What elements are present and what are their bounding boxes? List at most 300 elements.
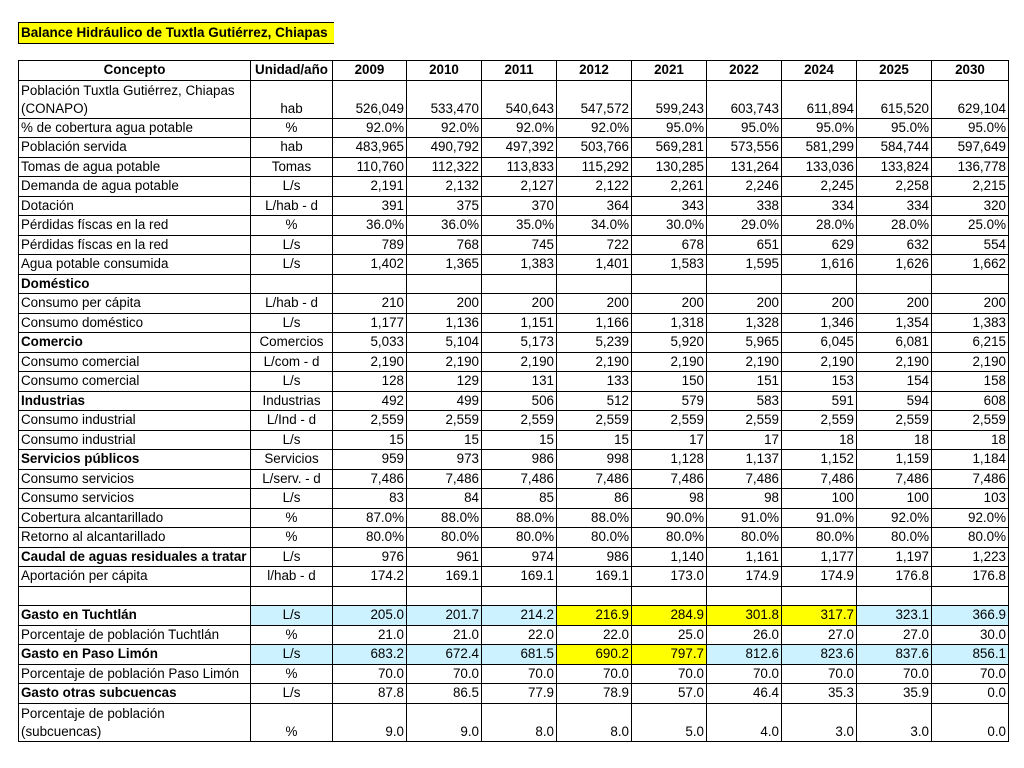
cell-value: 391	[333, 196, 407, 216]
cell-value: 115,292	[557, 157, 632, 177]
row-unit	[251, 274, 333, 294]
header-year: 2021	[632, 61, 707, 81]
cell-value: 986	[557, 547, 632, 567]
header-year: 2011	[482, 61, 557, 81]
row-label: Caudal de aguas residuales a tratar	[19, 547, 251, 567]
cell-value: 28.0%	[782, 216, 857, 236]
cell-value: 22.0	[557, 625, 632, 645]
cell-value: 5,033	[333, 333, 407, 353]
cell-value: 823.6	[782, 645, 857, 665]
cell-value: 540,643	[482, 80, 557, 118]
cell-value: 70.0	[407, 664, 482, 684]
cell-value: 317.7	[782, 606, 857, 626]
cell-value: 334	[857, 196, 932, 216]
cell-value	[707, 274, 782, 294]
cell-value: 133	[557, 372, 632, 392]
cell-value	[557, 586, 632, 606]
cell-value	[482, 586, 557, 606]
cell-value: 364	[557, 196, 632, 216]
row-label: Retorno al alcantarillado	[19, 528, 251, 548]
cell-value: 133,824	[857, 157, 932, 177]
cell-value: 2,190	[782, 352, 857, 372]
table-row	[19, 333, 1009, 353]
cell-value: 1,401	[557, 255, 632, 275]
row-label: Porcentaje de población Paso Limón	[19, 664, 251, 684]
cell-value: 100	[782, 489, 857, 509]
cell-value: 70.0	[482, 664, 557, 684]
header-year: 2022	[707, 61, 782, 81]
table-row	[19, 255, 1009, 275]
cell-value: 1,177	[333, 313, 407, 333]
row-unit: Industrias	[251, 391, 333, 411]
row-unit: L/s	[251, 372, 333, 392]
cell-value: 70.0	[857, 664, 932, 684]
cell-value: 80.0%	[482, 528, 557, 548]
cell-value: 17	[632, 430, 707, 450]
row-unit: %	[251, 508, 333, 528]
cell-value: 92.0%	[932, 508, 1009, 528]
cell-value: 18	[782, 430, 857, 450]
cell-value: 683.2	[333, 645, 407, 665]
cell-value: 2,190	[857, 352, 932, 372]
cell-value: 153	[782, 372, 857, 392]
row-label: Consumo per cápita	[19, 294, 251, 314]
cell-value: 91.0%	[707, 508, 782, 528]
row-label: Gasto en Tuchtlán	[19, 606, 251, 626]
cell-value: 21.0	[407, 625, 482, 645]
cell-value: 36.0%	[333, 216, 407, 236]
row-unit	[251, 586, 333, 606]
cell-value: 343	[632, 196, 707, 216]
row-label: Consumo doméstico	[19, 313, 251, 333]
row-label: Población servida	[19, 138, 251, 158]
cell-value: 499	[407, 391, 482, 411]
cell-value: 334	[782, 196, 857, 216]
cell-value: 46.4	[707, 684, 782, 704]
cell-value: 90.0%	[632, 508, 707, 528]
cell-value: 2,559	[707, 411, 782, 431]
cell-value: 200	[707, 294, 782, 314]
row-unit: L/s	[251, 547, 333, 567]
cell-value: 492	[333, 391, 407, 411]
cell-value: 2,258	[857, 177, 932, 197]
cell-value: 154	[857, 372, 932, 392]
cell-value: 0.0	[932, 703, 1009, 741]
cell-value	[707, 586, 782, 606]
table-row	[19, 235, 1009, 255]
cell-value: 651	[707, 235, 782, 255]
cell-value: 1,161	[707, 547, 782, 567]
cell-value: 323.1	[857, 606, 932, 626]
cell-value: 2,261	[632, 177, 707, 197]
header-year: 2024	[782, 61, 857, 81]
cell-value: 176.8	[857, 567, 932, 587]
cell-value: 70.0	[632, 664, 707, 684]
cell-value: 21.0	[333, 625, 407, 645]
cell-value: 4.0	[707, 703, 782, 741]
row-label: Gasto en Paso Limón	[19, 645, 251, 665]
row-unit: L/s	[251, 313, 333, 333]
cell-value: 92.0%	[482, 118, 557, 138]
cell-value: 1,140	[632, 547, 707, 567]
cell-value: 200	[857, 294, 932, 314]
cell-value: 483,965	[333, 138, 407, 158]
cell-value: 200	[932, 294, 1009, 314]
cell-value: 92.0%	[407, 118, 482, 138]
cell-value: 80.0%	[932, 528, 1009, 548]
cell-value: 320	[932, 196, 1009, 216]
cell-value: 200	[407, 294, 482, 314]
row-unit: L/s	[251, 430, 333, 450]
header-year: 2009	[333, 61, 407, 81]
cell-value: 1,197	[857, 547, 932, 567]
table-row	[19, 469, 1009, 489]
cell-value: 174.2	[333, 567, 407, 587]
cell-value: 5,965	[707, 333, 782, 353]
cell-value	[333, 274, 407, 294]
row-unit: L/s	[251, 684, 333, 704]
cell-value: 150	[632, 372, 707, 392]
table-row	[19, 489, 1009, 509]
table-row	[19, 703, 1009, 741]
cell-value: 5.0	[632, 703, 707, 741]
cell-value: 998	[557, 450, 632, 470]
cell-value: 136,778	[932, 157, 1009, 177]
row-unit: %	[251, 118, 333, 138]
cell-value	[932, 586, 1009, 606]
cell-value: 2,190	[557, 352, 632, 372]
cell-value: 113,833	[482, 157, 557, 177]
header-unidad: Unidad/año	[251, 61, 333, 81]
cell-value: 88.0%	[407, 508, 482, 528]
cell-value: 974	[482, 547, 557, 567]
cell-value: 1,328	[707, 313, 782, 333]
cell-value	[632, 274, 707, 294]
row-unit: %	[251, 664, 333, 684]
cell-value	[932, 274, 1009, 294]
cell-value: 112,322	[407, 157, 482, 177]
cell-value: 8.0	[557, 703, 632, 741]
cell-value: 17	[707, 430, 782, 450]
cell-value: 78.9	[557, 684, 632, 704]
row-unit: Tomas	[251, 157, 333, 177]
cell-value: 200	[557, 294, 632, 314]
table-row	[19, 664, 1009, 684]
table-row	[19, 138, 1009, 158]
cell-value: 174.9	[782, 567, 857, 587]
cell-value: 2,190	[333, 352, 407, 372]
cell-value: 28.0%	[857, 216, 932, 236]
table-body	[19, 80, 1009, 741]
cell-value: 80.0%	[857, 528, 932, 548]
cell-value: 214.2	[482, 606, 557, 626]
table-row	[19, 547, 1009, 567]
cell-value: 797.7	[632, 645, 707, 665]
cell-value: 88.0%	[557, 508, 632, 528]
cell-value: 370	[482, 196, 557, 216]
cell-value: 35.9	[857, 684, 932, 704]
row-unit: L/hab - d	[251, 294, 333, 314]
cell-value: 1,318	[632, 313, 707, 333]
cell-value: 812.6	[707, 645, 782, 665]
cell-value: 490,792	[407, 138, 482, 158]
cell-value: 554	[932, 235, 1009, 255]
row-unit: %	[251, 703, 333, 741]
cell-value: 201.7	[407, 606, 482, 626]
cell-value: 672.4	[407, 645, 482, 665]
cell-value: 976	[333, 547, 407, 567]
cell-value: 5,173	[482, 333, 557, 353]
row-label: Doméstico	[19, 274, 251, 294]
cell-value: 129	[407, 372, 482, 392]
cell-value: 1,223	[932, 547, 1009, 567]
cell-value: 2,245	[782, 177, 857, 197]
cell-value: 745	[482, 235, 557, 255]
cell-value: 0.0	[932, 684, 1009, 704]
cell-value: 2,559	[333, 411, 407, 431]
cell-value: 1,184	[932, 450, 1009, 470]
cell-value: 2,246	[707, 177, 782, 197]
row-label: Consumo servicios	[19, 469, 251, 489]
cell-value: 973	[407, 450, 482, 470]
cell-value: 98	[632, 489, 707, 509]
cell-value: 2,559	[407, 411, 482, 431]
row-label: Consumo comercial	[19, 352, 251, 372]
cell-value: 856.1	[932, 645, 1009, 665]
table-row	[19, 684, 1009, 704]
cell-value: 573,556	[707, 138, 782, 158]
cell-value: 6,045	[782, 333, 857, 353]
cell-value: 7,486	[557, 469, 632, 489]
cell-value: 9.0	[333, 703, 407, 741]
cell-value: 7,486	[407, 469, 482, 489]
cell-value: 581,299	[782, 138, 857, 158]
cell-value: 6,081	[857, 333, 932, 353]
cell-value: 30.0%	[632, 216, 707, 236]
row-label: Servicios públicos	[19, 450, 251, 470]
cell-value: 961	[407, 547, 482, 567]
row-unit: %	[251, 625, 333, 645]
cell-value: 8.0	[482, 703, 557, 741]
cell-value: 594	[857, 391, 932, 411]
cell-value: 151	[707, 372, 782, 392]
cell-value: 1,152	[782, 450, 857, 470]
cell-value: 91.0%	[782, 508, 857, 528]
cell-value: 35.0%	[482, 216, 557, 236]
cell-value: 35.3	[782, 684, 857, 704]
cell-value: 2,190	[632, 352, 707, 372]
row-label: Porcentaje de población Tuchtlán	[19, 625, 251, 645]
cell-value: 583	[707, 391, 782, 411]
header-year: 2025	[857, 61, 932, 81]
cell-value: 6,215	[932, 333, 1009, 353]
cell-value: 7,486	[482, 469, 557, 489]
cell-value: 131	[482, 372, 557, 392]
cell-value	[333, 586, 407, 606]
cell-value: 629	[782, 235, 857, 255]
cell-value: 15	[333, 430, 407, 450]
cell-value: 1,151	[482, 313, 557, 333]
row-unit: L/s	[251, 606, 333, 626]
cell-value: 837.6	[857, 645, 932, 665]
cell-value: 80.0%	[407, 528, 482, 548]
cell-value: 603,743	[707, 80, 782, 118]
cell-value: 7,486	[632, 469, 707, 489]
cell-value: 205.0	[333, 606, 407, 626]
table-row	[19, 391, 1009, 411]
cell-value: 80.0%	[557, 528, 632, 548]
row-label: Cobertura alcantarillado	[19, 508, 251, 528]
cell-value	[632, 586, 707, 606]
row-label: Demanda de agua potable	[19, 177, 251, 197]
cell-value: 92.0%	[857, 508, 932, 528]
row-unit: Comercios	[251, 333, 333, 353]
cell-value: 632	[857, 235, 932, 255]
row-unit: L/s	[251, 489, 333, 509]
cell-value: 497,392	[482, 138, 557, 158]
cell-value: 1,626	[857, 255, 932, 275]
cell-value: 7,486	[857, 469, 932, 489]
balance-table	[18, 60, 1009, 742]
cell-value: 100	[857, 489, 932, 509]
cell-value: 1,346	[782, 313, 857, 333]
cell-value	[857, 586, 932, 606]
row-label: Tomas de agua potable	[19, 157, 251, 177]
cell-value: 2,215	[932, 177, 1009, 197]
cell-value: 80.0%	[782, 528, 857, 548]
cell-value: 1,583	[632, 255, 707, 275]
cell-value: 174.9	[707, 567, 782, 587]
cell-value: 2,190	[482, 352, 557, 372]
cell-value: 216.9	[557, 606, 632, 626]
cell-value: 15	[482, 430, 557, 450]
cell-value: 1,159	[857, 450, 932, 470]
row-unit: L/s	[251, 177, 333, 197]
table-row	[19, 196, 1009, 216]
row-label: Gasto otras subcuencas	[19, 684, 251, 704]
cell-value: 1,128	[632, 450, 707, 470]
row-unit: l/hab - d	[251, 567, 333, 587]
cell-value: 284.9	[632, 606, 707, 626]
cell-value: 2,190	[707, 352, 782, 372]
cell-value: 87.0%	[333, 508, 407, 528]
cell-value: 375	[407, 196, 482, 216]
cell-value: 608	[932, 391, 1009, 411]
header-year: 2010	[407, 61, 482, 81]
row-label: % de cobertura agua potable	[19, 118, 251, 138]
cell-value: 678	[632, 235, 707, 255]
cell-value: 301.8	[707, 606, 782, 626]
cell-value: 103	[932, 489, 1009, 509]
cell-value: 2,559	[632, 411, 707, 431]
cell-value: 7,486	[333, 469, 407, 489]
table-row	[19, 625, 1009, 645]
cell-value: 80.0%	[632, 528, 707, 548]
cell-value: 70.0	[932, 664, 1009, 684]
row-unit: L/Ind - d	[251, 411, 333, 431]
table-row	[19, 177, 1009, 197]
sheet-title: Balance Hidráulico de Tuxtla Gutiérrez, Chiapas	[18, 22, 334, 44]
cell-value: 169.1	[557, 567, 632, 587]
table-row	[19, 352, 1009, 372]
header-year: 2030	[932, 61, 1009, 81]
row-unit: L/s	[251, 235, 333, 255]
cell-value: 86	[557, 489, 632, 509]
header-year: 2012	[557, 61, 632, 81]
cell-value: 95.0%	[632, 118, 707, 138]
cell-value: 2,559	[557, 411, 632, 431]
cell-value: 366.9	[932, 606, 1009, 626]
row-label: Porcentaje de población (subcuencas)	[19, 703, 251, 741]
cell-value: 200	[782, 294, 857, 314]
cell-value: 83	[333, 489, 407, 509]
cell-value: 2,122	[557, 177, 632, 197]
cell-value: 36.0%	[407, 216, 482, 236]
row-label: Pérdidas físcas en la red	[19, 216, 251, 236]
cell-value: 15	[557, 430, 632, 450]
cell-value: 584,744	[857, 138, 932, 158]
table-row	[19, 411, 1009, 431]
cell-value: 5,104	[407, 333, 482, 353]
table-row	[19, 118, 1009, 138]
cell-value: 569,281	[632, 138, 707, 158]
cell-value: 57.0	[632, 684, 707, 704]
cell-value: 131,264	[707, 157, 782, 177]
cell-value	[782, 586, 857, 606]
cell-value: 599,243	[632, 80, 707, 118]
cell-value: 2,559	[932, 411, 1009, 431]
cell-value: 1,137	[707, 450, 782, 470]
cell-value: 210	[333, 294, 407, 314]
cell-value: 26.0	[707, 625, 782, 645]
cell-value: 547,572	[557, 80, 632, 118]
cell-value: 7,486	[707, 469, 782, 489]
cell-value: 506	[482, 391, 557, 411]
cell-value: 98	[707, 489, 782, 509]
row-label: Consumo servicios	[19, 489, 251, 509]
row-label: Pérdidas físcas en la red	[19, 235, 251, 255]
cell-value: 3.0	[857, 703, 932, 741]
cell-value: 200	[482, 294, 557, 314]
row-unit: %	[251, 528, 333, 548]
cell-value: 110,760	[333, 157, 407, 177]
header-concepto: Concepto	[19, 61, 251, 81]
cell-value	[557, 274, 632, 294]
row-unit: %	[251, 216, 333, 236]
row-unit: L/hab - d	[251, 196, 333, 216]
cell-value: 7,486	[782, 469, 857, 489]
cell-value	[407, 586, 482, 606]
row-unit: L/s	[251, 645, 333, 665]
cell-value: 95.0%	[782, 118, 857, 138]
cell-value: 1,595	[707, 255, 782, 275]
cell-value: 615,520	[857, 80, 932, 118]
cell-value: 27.0	[857, 625, 932, 645]
header-row	[19, 61, 1009, 81]
cell-value: 512	[557, 391, 632, 411]
row-label: Población Tuxtla Gutiérrez, Chiapas (CONAPO)	[19, 80, 251, 118]
row-unit: hab	[251, 138, 333, 158]
table-row	[19, 157, 1009, 177]
table-row	[19, 586, 1009, 606]
cell-value: 200	[632, 294, 707, 314]
cell-value: 1,136	[407, 313, 482, 333]
table-row	[19, 567, 1009, 587]
cell-value: 2,132	[407, 177, 482, 197]
cell-value: 1,177	[782, 547, 857, 567]
row-label	[19, 586, 251, 606]
table-row	[19, 528, 1009, 548]
